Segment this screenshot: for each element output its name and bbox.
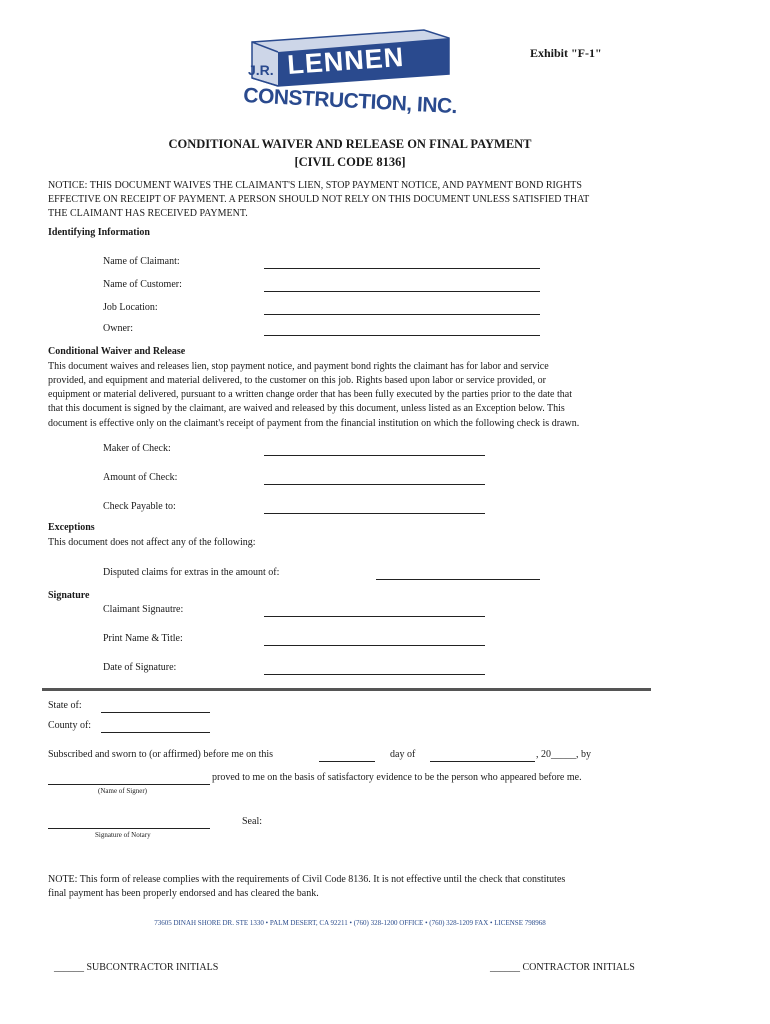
amount-of-check-label: Amount of Check: [103, 472, 178, 483]
year-text: , 20_____, by [536, 749, 591, 760]
state-label: State of: [48, 700, 82, 711]
disputed-claims-label: Disputed claims for extras in the amount of: [103, 567, 280, 578]
page-title: CONDITIONAL WAIVER AND RELEASE ON FINAL PAYMENT [168, 137, 532, 151]
amount-of-check-field[interactable] [264, 484, 485, 485]
name-of-signer-field[interactable] [48, 784, 210, 785]
print-name-field[interactable] [264, 645, 485, 646]
company-logo [242, 28, 458, 120]
identifying-heading: Identifying Information [48, 227, 150, 238]
subcontractor-initials[interactable]: ______ SUBCONTRACTOR INITIALS [54, 962, 219, 973]
maker-of-check-label: Maker of Check: [103, 443, 171, 454]
footer-address: 73605 DINAH SHORE DR. STE 1330 • PALM DESERT, CA 92211 • (760) 328-1200 OFFICE • (760) 328-1209 FAX • LICENSE 798968 [154, 919, 546, 927]
claimant-signature-label: Claimant Signautre: [103, 604, 184, 615]
state-field[interactable] [101, 712, 210, 713]
seal-label: Seal: [242, 816, 262, 827]
claimant-signature-field[interactable] [264, 616, 485, 617]
logo-jr-text: J.R. [248, 62, 274, 78]
note-line-1: NOTE: This form of release complies with the requirements of Civil Code 8136. It is not effective until the check that constitutes [48, 874, 566, 885]
waiver-heading: Conditional Waiver and Release [48, 346, 186, 357]
exceptions-text: This document does not affect any of the following: [48, 537, 256, 548]
day-of-text: day of [390, 749, 416, 760]
maker-of-check-field[interactable] [264, 455, 485, 456]
logo-brand-text: LENNEN [286, 41, 406, 80]
customer-name-field[interactable] [264, 291, 540, 292]
notice-line-2: EFFECTIVE ON RECEIPT OF PAYMENT. A PERSON SHOULD NOT RELY ON THIS DOCUMENT UNLESS SATISFIED THAT [48, 194, 590, 205]
waiver-text-5: document is effective only on the claimant's receipt of payment from the financial institution on which the following check is drawn. [48, 418, 580, 429]
signature-heading: Signature [48, 590, 90, 601]
page-subtitle: [CIVIL CODE 8136] [294, 155, 406, 169]
sworn-day-field[interactable] [319, 761, 375, 762]
signature-date-field[interactable] [264, 674, 485, 675]
waiver-text-3: equipment or material delivered, pursuant to a written change order that has been fully executed by the parties prior to the date that [48, 389, 572, 400]
claimant-name-label: Name of Claimant: [103, 256, 180, 267]
print-name-label: Print Name & Title: [103, 633, 183, 644]
notice-line-1: NOTICE: THIS DOCUMENT WAIVES THE CLAIMANT'S LIEN, STOP PAYMENT NOTICE, AND PAYMENT BOND RIGHTS [48, 180, 582, 191]
notary-signature-caption: Signature of Notary [95, 831, 151, 839]
check-payable-label: Check Payable to: [103, 501, 176, 512]
exceptions-heading: Exceptions [48, 522, 95, 533]
waiver-text-1: This document waives and releases lien, stop payment notice, and payment bond rights the claimant has for labor and service [48, 361, 549, 372]
disputed-claims-field[interactable] [376, 579, 540, 580]
check-payable-field[interactable] [264, 513, 485, 514]
waiver-text-4: that this document is signed by the claimant, are waived and released by this document, unless listed as an Exception below. This [48, 403, 565, 414]
note-line-2: final payment has been properly endorsed and has cleared the bank. [48, 888, 319, 899]
signature-date-label: Date of Signature: [103, 662, 177, 673]
job-location-label: Job Location: [103, 302, 158, 313]
owner-label: Owner: [103, 323, 133, 334]
waiver-text-2: provided, and equipment and material delivered, to the customer on this job. Rights based upon labor or service provided, or [48, 375, 546, 386]
job-location-field[interactable] [264, 314, 540, 315]
sworn-month-field[interactable] [430, 761, 535, 762]
section-divider [42, 688, 651, 691]
logo-company-text: CONSTRUCTION, INC. [242, 84, 458, 119]
claimant-name-field[interactable] [264, 268, 540, 269]
name-of-signer-caption: (Name of Signer) [98, 787, 147, 795]
county-label: County of: [48, 720, 92, 731]
notice-line-3: THE CLAIMANT HAS RECEIVED PAYMENT. [48, 208, 248, 219]
owner-field[interactable] [264, 335, 540, 336]
contractor-initials[interactable]: ______ CONTRACTOR INITIALS [490, 962, 635, 973]
notary-signature-field[interactable] [48, 828, 210, 829]
customer-name-label: Name of Customer: [103, 279, 182, 290]
county-field[interactable] [101, 732, 210, 733]
sworn-text: Subscribed and sworn to (or affirmed) before me on this [48, 749, 274, 760]
exhibit-label: Exhibit "F-1" [530, 46, 602, 60]
proved-text: proved to me on the basis of satisfactory evidence to be the person who appeared before me. [212, 772, 582, 783]
